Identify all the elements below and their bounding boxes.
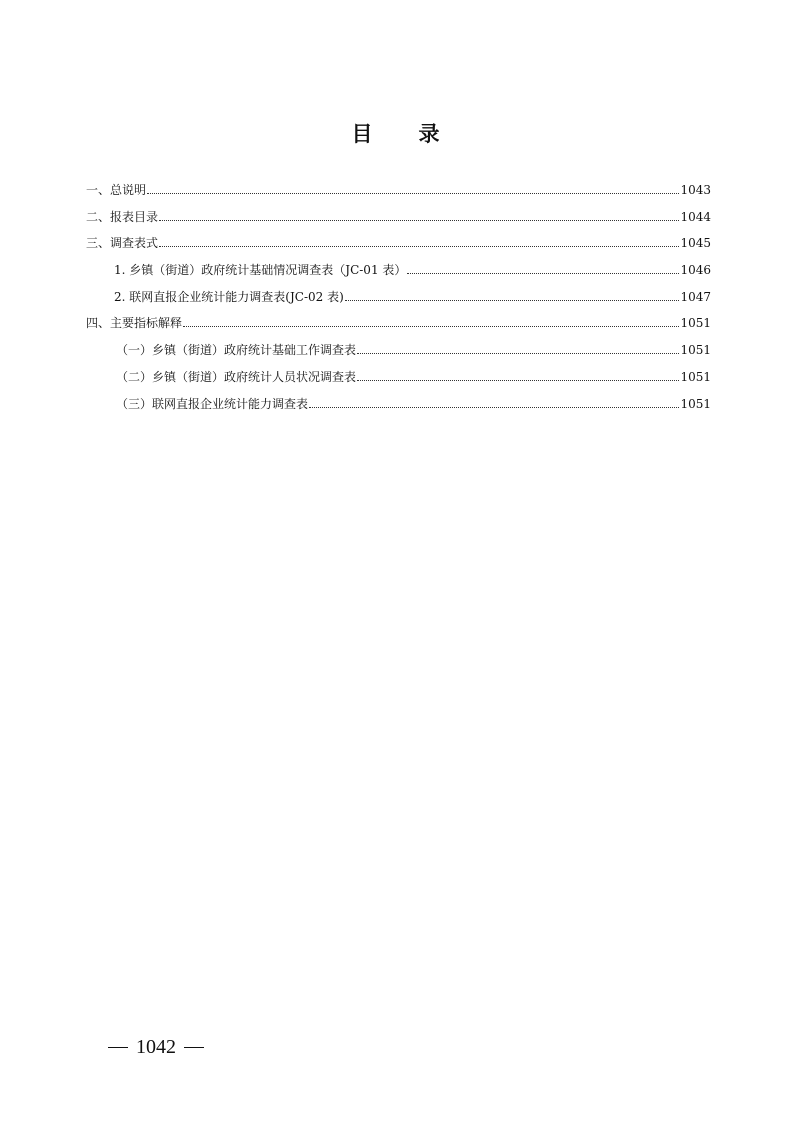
- toc-entry-label: 二、报表目录: [86, 209, 159, 224]
- toc-entry[interactable]: [86, 340, 711, 367]
- toc-entry[interactable]: [86, 367, 711, 394]
- toc-entry[interactable]: [86, 313, 711, 340]
- toc-entry[interactable]: [86, 260, 711, 287]
- dot-leader: [309, 407, 679, 408]
- toc-entry-page: 1047: [680, 289, 711, 304]
- toc-entry[interactable]: [86, 207, 711, 234]
- footer-dash-right: [184, 1047, 204, 1048]
- toc-entry-page: 1051: [680, 316, 711, 331]
- toc-entry[interactable]: [86, 287, 711, 314]
- toc-entry[interactable]: [86, 180, 711, 207]
- toc-entry-label: 1. 乡镇（街道）政府统计基础情况调查表（JC-01 表）: [114, 263, 407, 278]
- footer-page-number: 1042: [136, 1036, 176, 1058]
- toc-entry-page: 1045: [680, 236, 711, 251]
- page-title: [0, 118, 793, 148]
- table-of-contents: [86, 180, 711, 420]
- dot-leader: [147, 193, 679, 194]
- toc-entry-label: （一）乡镇（街道）政府统计基础工作调查表: [116, 343, 357, 358]
- title-char-1: 目: [351, 121, 375, 146]
- dot-leader: [407, 273, 679, 274]
- toc-entry-page: 1051: [680, 369, 711, 384]
- toc-entry-label: 四、主要指标解释: [86, 316, 183, 331]
- toc-entry-page: 1044: [680, 209, 711, 224]
- dot-leader: [183, 326, 679, 327]
- toc-entry-page: 1051: [680, 343, 711, 358]
- toc-entry-label: （二）乡镇（街道）政府统计人员状况调查表: [116, 369, 357, 384]
- dot-leader: [159, 246, 679, 247]
- dot-leader: [345, 300, 680, 301]
- toc-entry-label: 一、总说明: [86, 183, 147, 197]
- toc-entry-label: 三、调查表式: [86, 236, 159, 251]
- title-char-2: 录: [418, 121, 442, 146]
- dot-leader: [159, 220, 679, 221]
- toc-entry-page: 1051: [680, 396, 711, 411]
- toc-entry[interactable]: [86, 394, 711, 421]
- dot-leader: [357, 380, 679, 381]
- toc-entry-label: 2. 联网直报企业统计能力调查表(JC-02 表): [114, 289, 344, 304]
- toc-entry-label: （三）联网直报企业统计能力调查表: [116, 396, 309, 411]
- dot-leader: [357, 353, 679, 354]
- page-footer: [100, 1036, 212, 1059]
- toc-entry[interactable]: [86, 233, 711, 260]
- toc-entry-page: 1043: [680, 183, 711, 197]
- toc-entry-page: 1046: [680, 263, 711, 278]
- footer-dash-left: [108, 1047, 128, 1048]
